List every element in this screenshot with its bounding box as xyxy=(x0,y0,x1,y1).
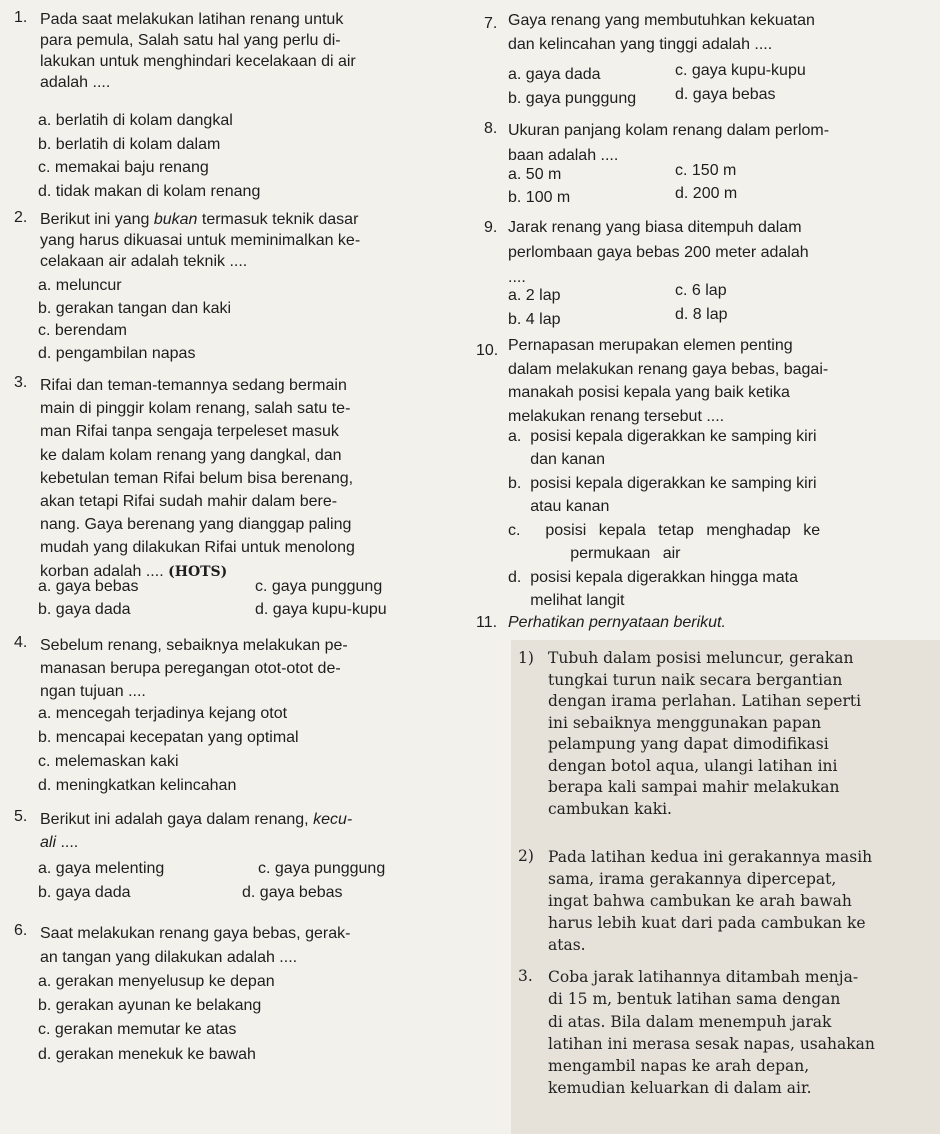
option-b: b. gaya dada xyxy=(38,884,131,901)
option-a: a. posisi kepala digerakkan ke samping kiri dan kanan xyxy=(508,428,817,468)
question-number: 4. xyxy=(14,634,28,651)
option-b: b. gerakan ayunan ke belakang xyxy=(38,997,262,1014)
option-d: d. tidak makan di kolam renang xyxy=(38,183,261,200)
question-number: 9. xyxy=(484,219,498,236)
question-stem xyxy=(40,374,460,584)
question-stem xyxy=(40,808,460,854)
option-a: a. 50 m xyxy=(508,166,562,183)
statement-text: Tubuh dalam posisi meluncur, gerakan tungkai turun naik secara bergantian dengan irama perlahan. Latihan seperti ini sebaiknya menggunakan papan pelampung yang dapat dimodifikasi dengan botol aqua, ulangi latihan ini berapa kali sampai mahir melakukan cambukan kaki. xyxy=(548,649,862,818)
option-d: d. gaya kupu-kupu xyxy=(255,601,387,618)
option-a: a. meluncur xyxy=(38,277,122,294)
option-b: b. gaya punggung xyxy=(508,90,637,107)
statement-number: 1) xyxy=(518,649,534,667)
question-stem: Gaya renang yang membutuhkan kekuatan dan kelincahan yang tinggi adalah .... xyxy=(508,12,815,53)
question-stem: Sebelum renang, sebaiknya melakukan pe- manasan berupa peregangan otot-otot de- ngan tujuan .... xyxy=(40,637,348,700)
stem-part: Berikut ini yang xyxy=(40,211,154,228)
stem-part: termasuk teknik dasar yang harus dikuasai untuk meminimalkan ke- celakaan air adalah teknik .... xyxy=(40,211,361,270)
question-stem: Pernapasan merupakan elemen penting dalam melakukan renang gaya bebas, bagai- manakah posisi kepala yang baik ketika melakukan renang tersebut .... xyxy=(508,337,829,425)
stem-part: Berikut ini adalah gaya dalam renang, xyxy=(40,811,314,828)
option-c: c. gaya punggung xyxy=(258,860,386,877)
option-a: a. mencegah terjadinya kejang otot xyxy=(38,705,288,722)
statement-text: Pada latihan kedua ini gerakannya masih sama, irama gerakannya dipercepat, ingat bahwa cambukan ke arah bawah harus lebih kuat dari pada cambukan ke atas. xyxy=(548,848,873,954)
option-d: d. pengambilan napas xyxy=(38,345,196,362)
statement-number: 2) xyxy=(518,847,534,865)
statement-number: 3. xyxy=(518,967,533,985)
question-number: 6. xyxy=(14,922,28,939)
question-number: 2. xyxy=(14,209,28,226)
option-d: d. 200 m xyxy=(675,185,738,202)
question-stem: Jarak renang yang biasa ditempuh dalam perlombaan gaya bebas 200 meter adalah .... xyxy=(508,219,809,286)
option-b: b. gaya dada xyxy=(38,601,131,618)
stem-emphasis: bukan xyxy=(153,211,198,228)
option-c: c. gerakan memutar ke atas xyxy=(38,1021,237,1038)
option-d: d. gerakan menekuk ke bawah xyxy=(38,1046,256,1063)
option-c: c. 6 lap xyxy=(675,282,727,299)
option-a: a. berlatih di kolam dangkal xyxy=(38,112,233,129)
option-d: d. meningkatkan kelincahan xyxy=(38,777,237,794)
option-b: b. mencapai kecepatan yang optimal xyxy=(38,729,299,746)
option-c: c. memakai baju renang xyxy=(38,159,209,176)
question-stem: Saat melakukan renang gaya bebas, gerak- an tangan yang dilakukan adalah .... xyxy=(40,925,351,966)
question-stem: Perhatikan pernyataan berikut. xyxy=(508,614,726,631)
option-a: a. gerakan menyelusup ke depan xyxy=(38,973,275,990)
option-b: b. gerakan tangan dan kaki xyxy=(38,300,232,317)
question-number: 5. xyxy=(14,808,28,825)
hots-badge: (HOTS) xyxy=(168,563,228,580)
stem-emphasis: kecu- ali xyxy=(40,811,353,851)
option-a: a. gaya bebas xyxy=(38,578,139,595)
option-a: a. gaya melenting xyxy=(38,860,165,877)
option-a: a. gaya dada xyxy=(508,66,601,83)
question-number: 3. xyxy=(14,374,28,391)
question-number: 8. xyxy=(484,120,498,137)
option-b: b. 4 lap xyxy=(508,311,561,328)
option-c: c. gaya kupu-kupu xyxy=(675,62,806,79)
option-c: c. posisi kepala tetap menghadap ke permukaan air xyxy=(508,522,821,562)
statement-text: Coba jarak latihannya ditambah menja- di 15 m, bentuk latihan sama dengan di atas. Bila dalam menempuh jarak latihan ini merasa sesak napas, usahakan mengambil napas ke arah depan, kemudian keluarkan di dalam air. xyxy=(548,968,875,1098)
question-number: 11. xyxy=(476,614,498,631)
question-stem: Ukuran panjang kolam renang dalam perlom- baan adalah .... xyxy=(508,122,830,164)
option-c: c. 150 m xyxy=(675,162,737,179)
option-c: c. melemaskan kaki xyxy=(38,753,179,770)
option-c: c. berendam xyxy=(38,322,127,339)
option-b: b. 100 m xyxy=(508,189,571,206)
option-a: a. 2 lap xyxy=(508,287,561,304)
option-d: d. 8 lap xyxy=(675,306,728,323)
stem-part: .... xyxy=(56,834,79,851)
question-number: 1. xyxy=(14,9,28,26)
stem-text: Rifai dan teman-temannya sedang bermain main di pinggir kolam renang, salah satu te- man Rifai tanpa sengaja terpeleset masuk ke dalam kolam renang yang dangkal, dan kebetulan teman Rifai belum bisa berenang, akan tetapi Rifai sudah mahir dalam bere- nang. Gaya berenang yang dianggap paling mudah yang dilakukan Rifai untuk menolong korban adalah .... xyxy=(40,377,355,580)
question-number: 10. xyxy=(476,342,499,359)
question-number: 7. xyxy=(484,15,498,32)
option-b: b. berlatih di kolam dalam xyxy=(38,136,221,153)
question-stem xyxy=(40,209,460,272)
question-stem: Pada saat melakukan latihan renang untuk para pemula, Salah satu hal yang perlu di- lakukan untuk menghindari kecelakaan di air adalah .... xyxy=(40,11,356,91)
option-d: d. gaya bebas xyxy=(675,86,776,103)
option-d: d. posisi kepala digerakkan hingga mata melihat langit xyxy=(508,569,798,609)
option-d: d. gaya bebas xyxy=(242,884,343,901)
option-b: b. posisi kepala digerakkan ke samping kiri atau kanan xyxy=(508,475,817,515)
option-c: c. gaya punggung xyxy=(255,578,383,595)
